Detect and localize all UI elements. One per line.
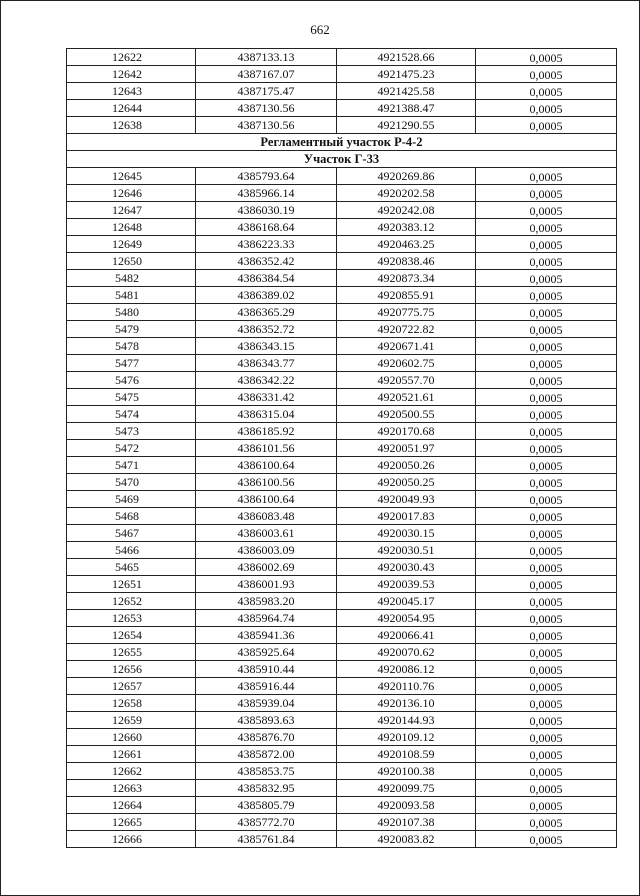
table-row	[67, 321, 617, 338]
point-number-cell: 5480	[67, 304, 196, 321]
accuracy-cell: 0,0005	[476, 814, 617, 831]
x-coordinate-cell: 4386101.56	[196, 440, 337, 457]
point-number-cell: 12646	[67, 185, 196, 202]
accuracy-cell: 0,0005	[476, 661, 617, 678]
point-number-cell: 12661	[67, 746, 196, 763]
y-coordinate-cell: 4920107.38	[337, 814, 476, 831]
table-body-top	[67, 49, 617, 134]
accuracy-cell: 0,0005	[476, 372, 617, 389]
accuracy-cell: 0,0005	[476, 763, 617, 780]
table-row	[67, 695, 617, 712]
y-coordinate-cell: 4920136.10	[337, 695, 476, 712]
accuracy-cell: 0,0005	[476, 253, 617, 270]
y-coordinate-cell: 4920602.75	[337, 355, 476, 372]
table-row	[67, 202, 617, 219]
y-coordinate-cell: 4920030.43	[337, 559, 476, 576]
table-row	[67, 610, 617, 627]
x-coordinate-cell: 4386389.02	[196, 287, 337, 304]
x-coordinate-cell: 4385910.44	[196, 661, 337, 678]
y-coordinate-cell: 4920050.26	[337, 457, 476, 474]
x-coordinate-cell: 4387130.56	[196, 100, 337, 117]
x-coordinate-cell: 4386331.42	[196, 389, 337, 406]
table-row	[67, 389, 617, 406]
accuracy-cell: 0,0005	[476, 542, 617, 559]
table-row	[67, 831, 617, 848]
x-coordinate-cell: 4386100.64	[196, 491, 337, 508]
table-row	[67, 49, 617, 66]
point-number-cell: 12658	[67, 695, 196, 712]
point-number-cell: 12655	[67, 644, 196, 661]
point-number-cell: 12660	[67, 729, 196, 746]
y-coordinate-cell: 4920054.95	[337, 610, 476, 627]
accuracy-cell: 0,0005	[476, 423, 617, 440]
x-coordinate-cell: 4385761.84	[196, 831, 337, 848]
accuracy-cell: 0,0005	[476, 678, 617, 695]
point-number-cell: 5476	[67, 372, 196, 389]
point-number-cell: 5472	[67, 440, 196, 457]
accuracy-cell: 0,0005	[476, 321, 617, 338]
section-header-group	[67, 134, 617, 168]
y-coordinate-cell: 4921425.58	[337, 83, 476, 100]
y-coordinate-cell: 4920086.12	[337, 661, 476, 678]
x-coordinate-cell: 4385893.63	[196, 712, 337, 729]
y-coordinate-cell: 4920100.38	[337, 763, 476, 780]
point-number-cell: 12664	[67, 797, 196, 814]
point-number-cell: 12652	[67, 593, 196, 610]
y-coordinate-cell: 4921290.55	[337, 117, 476, 134]
y-coordinate-cell: 4920050.25	[337, 474, 476, 491]
accuracy-cell: 0,0005	[476, 202, 617, 219]
x-coordinate-cell: 4387133.13	[196, 49, 337, 66]
point-number-cell: 5474	[67, 406, 196, 423]
y-coordinate-cell: 4920110.76	[337, 678, 476, 695]
point-number-cell: 12643	[67, 83, 196, 100]
accuracy-cell: 0,0005	[476, 338, 617, 355]
x-coordinate-cell: 4385964.74	[196, 610, 337, 627]
table-row	[67, 712, 617, 729]
x-coordinate-cell: 4386352.42	[196, 253, 337, 270]
table-row	[67, 780, 617, 797]
x-coordinate-cell: 4385876.70	[196, 729, 337, 746]
table-row	[67, 168, 617, 185]
point-number-cell: 12638	[67, 117, 196, 134]
x-coordinate-cell: 4385939.04	[196, 695, 337, 712]
point-number-cell: 12656	[67, 661, 196, 678]
accuracy-cell: 0,0005	[476, 100, 617, 117]
accuracy-cell: 0,0005	[476, 508, 617, 525]
y-coordinate-cell: 4920873.34	[337, 270, 476, 287]
accuracy-cell: 0,0005	[476, 49, 617, 66]
accuracy-cell: 0,0005	[476, 270, 617, 287]
table-row	[67, 117, 617, 134]
point-number-cell: 12653	[67, 610, 196, 627]
table-row	[67, 508, 617, 525]
point-number-cell: 5473	[67, 423, 196, 440]
point-number-cell: 5477	[67, 355, 196, 372]
accuracy-cell: 0,0005	[476, 644, 617, 661]
x-coordinate-cell: 4385941.36	[196, 627, 337, 644]
table-row	[67, 253, 617, 270]
table-row	[67, 440, 617, 457]
point-number-cell: 5470	[67, 474, 196, 491]
accuracy-cell: 0,0005	[476, 610, 617, 627]
x-coordinate-cell: 4386365.29	[196, 304, 337, 321]
y-coordinate-cell: 4920083.82	[337, 831, 476, 848]
point-number-cell: 5471	[67, 457, 196, 474]
point-number-cell: 5467	[67, 525, 196, 542]
y-coordinate-cell: 4920066.41	[337, 627, 476, 644]
y-coordinate-cell: 4920039.53	[337, 576, 476, 593]
accuracy-cell: 0,0005	[476, 797, 617, 814]
point-number-cell: 5468	[67, 508, 196, 525]
point-number-cell: 12659	[67, 712, 196, 729]
y-coordinate-cell: 4920775.75	[337, 304, 476, 321]
point-number-cell: 12662	[67, 763, 196, 780]
table-row	[67, 66, 617, 83]
x-coordinate-cell: 4386343.15	[196, 338, 337, 355]
table-row	[67, 219, 617, 236]
accuracy-cell: 0,0005	[476, 457, 617, 474]
x-coordinate-cell: 4386100.64	[196, 457, 337, 474]
x-coordinate-cell: 4386223.33	[196, 236, 337, 253]
accuracy-cell: 0,0005	[476, 185, 617, 202]
table-row	[67, 491, 617, 508]
table-row	[67, 559, 617, 576]
x-coordinate-cell: 4386342.22	[196, 372, 337, 389]
x-coordinate-cell: 4385872.00	[196, 746, 337, 763]
y-coordinate-cell: 4920045.17	[337, 593, 476, 610]
x-coordinate-cell: 4387175.47	[196, 83, 337, 100]
accuracy-cell: 0,0005	[476, 593, 617, 610]
point-number-cell: 12650	[67, 253, 196, 270]
accuracy-cell: 0,0005	[476, 304, 617, 321]
y-coordinate-cell: 4920521.61	[337, 389, 476, 406]
accuracy-cell: 0,0005	[476, 559, 617, 576]
page-number: 662	[310, 22, 330, 37]
x-coordinate-cell: 4385853.75	[196, 763, 337, 780]
accuracy-cell: 0,0005	[476, 236, 617, 253]
table-row	[67, 270, 617, 287]
x-coordinate-cell: 4386168.64	[196, 219, 337, 236]
x-coordinate-cell: 4385805.79	[196, 797, 337, 814]
x-coordinate-cell: 4386343.77	[196, 355, 337, 372]
point-number-cell: 5481	[67, 287, 196, 304]
x-coordinate-cell: 4385925.64	[196, 644, 337, 661]
table-row	[67, 542, 617, 559]
accuracy-cell: 0,0005	[476, 406, 617, 423]
accuracy-cell: 0,0005	[476, 355, 617, 372]
y-coordinate-cell: 4921388.47	[337, 100, 476, 117]
accuracy-cell: 0,0005	[476, 168, 617, 185]
y-coordinate-cell: 4920671.41	[337, 338, 476, 355]
point-number-cell: 12654	[67, 627, 196, 644]
table-row	[67, 423, 617, 440]
point-number-cell: 12649	[67, 236, 196, 253]
point-number-cell: 5479	[67, 321, 196, 338]
y-coordinate-cell: 4920108.59	[337, 746, 476, 763]
accuracy-cell: 0,0005	[476, 712, 617, 729]
x-coordinate-cell: 4386352.72	[196, 321, 337, 338]
y-coordinate-cell: 4920030.51	[337, 542, 476, 559]
accuracy-cell: 0,0005	[476, 695, 617, 712]
y-coordinate-cell: 4920557.70	[337, 372, 476, 389]
y-coordinate-cell: 4920017.83	[337, 508, 476, 525]
accuracy-cell: 0,0005	[476, 576, 617, 593]
y-coordinate-cell: 4920269.86	[337, 168, 476, 185]
point-number-cell: 5482	[67, 270, 196, 287]
table-body-main	[67, 168, 617, 848]
x-coordinate-cell: 4386003.61	[196, 525, 337, 542]
accuracy-cell: 0,0005	[476, 474, 617, 491]
table-row	[67, 729, 617, 746]
y-coordinate-cell: 4920722.82	[337, 321, 476, 338]
point-number-cell: 12657	[67, 678, 196, 695]
y-coordinate-cell: 4920500.55	[337, 406, 476, 423]
x-coordinate-cell: 4387167.07	[196, 66, 337, 83]
table-row	[67, 678, 617, 695]
accuracy-cell: 0,0005	[476, 729, 617, 746]
x-coordinate-cell: 4386030.19	[196, 202, 337, 219]
accuracy-cell: 0,0005	[476, 627, 617, 644]
y-coordinate-cell: 4920202.58	[337, 185, 476, 202]
y-coordinate-cell: 4920049.93	[337, 491, 476, 508]
table-row	[67, 100, 617, 117]
point-number-cell: 12665	[67, 814, 196, 831]
table-row	[67, 406, 617, 423]
point-number-cell: 12622	[67, 49, 196, 66]
y-coordinate-cell: 4920838.46	[337, 253, 476, 270]
table-row	[67, 593, 617, 610]
table-row	[67, 457, 617, 474]
point-number-cell: 12642	[67, 66, 196, 83]
x-coordinate-cell: 4385966.14	[196, 185, 337, 202]
section-row	[67, 134, 617, 151]
table-row	[67, 814, 617, 831]
y-coordinate-cell: 4920093.58	[337, 797, 476, 814]
point-number-cell: 12663	[67, 780, 196, 797]
table-row	[67, 644, 617, 661]
y-coordinate-cell: 4920030.15	[337, 525, 476, 542]
accuracy-cell: 0,0005	[476, 831, 617, 848]
point-number-cell: 5475	[67, 389, 196, 406]
y-coordinate-cell: 4920070.62	[337, 644, 476, 661]
table-row	[67, 763, 617, 780]
y-coordinate-cell: 4920170.68	[337, 423, 476, 440]
point-number-cell: 5466	[67, 542, 196, 559]
point-number-cell: 12645	[67, 168, 196, 185]
table-row	[67, 797, 617, 814]
x-coordinate-cell: 4386003.09	[196, 542, 337, 559]
table-row	[67, 576, 617, 593]
x-coordinate-cell: 4385832.95	[196, 780, 337, 797]
accuracy-cell: 0,0005	[476, 117, 617, 134]
section-title: Регламентный участок Р-4-2	[67, 134, 617, 151]
y-coordinate-cell: 4920109.12	[337, 729, 476, 746]
table-row	[67, 474, 617, 491]
accuracy-cell: 0,0005	[476, 746, 617, 763]
point-number-cell: 12648	[67, 219, 196, 236]
y-coordinate-cell: 4920242.08	[337, 202, 476, 219]
x-coordinate-cell: 4386185.92	[196, 423, 337, 440]
x-coordinate-cell: 4385772.70	[196, 814, 337, 831]
accuracy-cell: 0,0005	[476, 287, 617, 304]
y-coordinate-cell: 4921475.23	[337, 66, 476, 83]
accuracy-cell: 0,0005	[476, 780, 617, 797]
y-coordinate-cell: 4920383.12	[337, 219, 476, 236]
x-coordinate-cell: 4386083.48	[196, 508, 337, 525]
y-coordinate-cell: 4920463.25	[337, 236, 476, 253]
table-row	[67, 287, 617, 304]
x-coordinate-cell: 4386100.56	[196, 474, 337, 491]
accuracy-cell: 0,0005	[476, 525, 617, 542]
x-coordinate-cell: 4385793.64	[196, 168, 337, 185]
accuracy-cell: 0,0005	[476, 440, 617, 457]
accuracy-cell: 0,0005	[476, 491, 617, 508]
table-row	[67, 746, 617, 763]
y-coordinate-cell: 4920099.75	[337, 780, 476, 797]
point-number-cell: 12647	[67, 202, 196, 219]
table-row	[67, 338, 617, 355]
point-number-cell: 12644	[67, 100, 196, 117]
x-coordinate-cell: 4386384.54	[196, 270, 337, 287]
point-number-cell: 12666	[67, 831, 196, 848]
accuracy-cell: 0,0005	[476, 66, 617, 83]
x-coordinate-cell: 4385916.44	[196, 678, 337, 695]
point-number-cell: 12651	[67, 576, 196, 593]
x-coordinate-cell: 4386002.69	[196, 559, 337, 576]
table-row	[67, 236, 617, 253]
point-number-cell: 5478	[67, 338, 196, 355]
x-coordinate-cell: 4386315.04	[196, 406, 337, 423]
accuracy-cell: 0,0005	[476, 219, 617, 236]
table-row	[67, 661, 617, 678]
x-coordinate-cell: 4386001.93	[196, 576, 337, 593]
table-row	[67, 355, 617, 372]
y-coordinate-cell: 4921528.66	[337, 49, 476, 66]
table-row	[67, 372, 617, 389]
table-row	[67, 185, 617, 202]
y-coordinate-cell: 4920051.97	[337, 440, 476, 457]
x-coordinate-cell: 4387130.56	[196, 117, 337, 134]
point-number-cell: 5469	[67, 491, 196, 508]
coordinates-table	[66, 48, 617, 848]
y-coordinate-cell: 4920144.93	[337, 712, 476, 729]
accuracy-cell: 0,0005	[476, 83, 617, 100]
point-number-cell: 5465	[67, 559, 196, 576]
table-row	[67, 627, 617, 644]
table-row	[67, 525, 617, 542]
subsection-title: Участок Г-33	[67, 151, 617, 168]
x-coordinate-cell: 4385983.20	[196, 593, 337, 610]
table-row	[67, 83, 617, 100]
subsection-row	[67, 151, 617, 168]
table-row	[67, 304, 617, 321]
accuracy-cell: 0,0005	[476, 389, 617, 406]
y-coordinate-cell: 4920855.91	[337, 287, 476, 304]
